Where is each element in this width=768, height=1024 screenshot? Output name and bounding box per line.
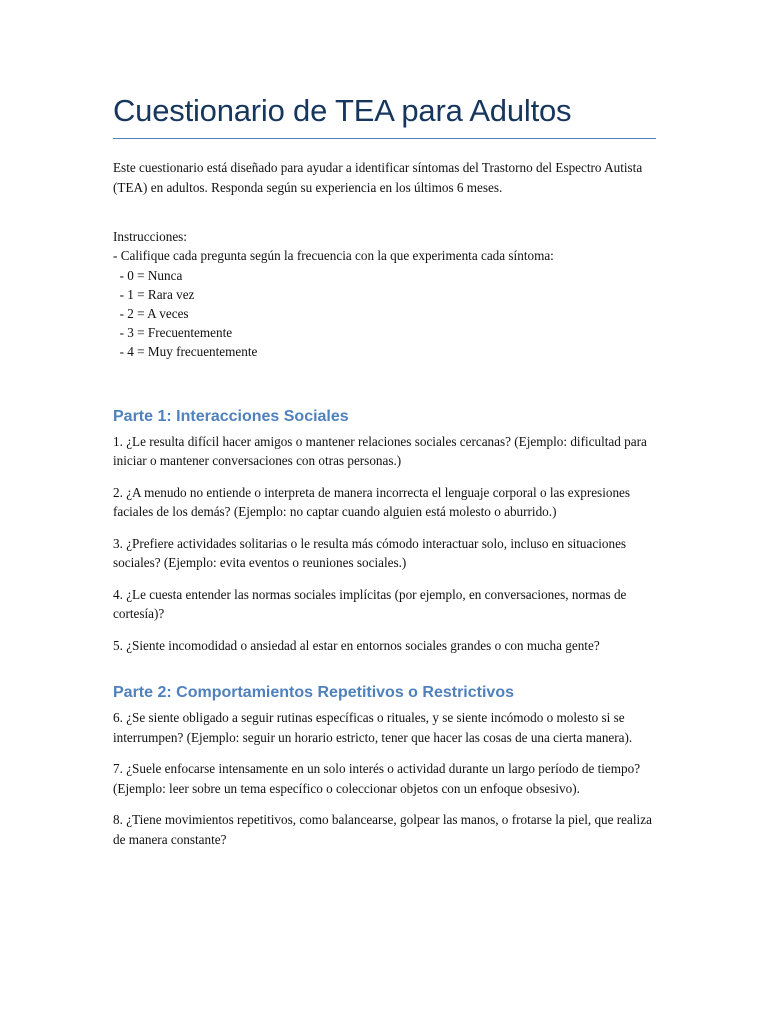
question-7: 7. ¿Suele enfocarse intensamente en un solo interés o actividad durante un largo período de tiempo? (Ejemplo: leer sobre un tema específico o coleccionar objetos con un enfoque obsesivo).	[113, 761, 641, 796]
section-heading: Parte 1: Interacciones Sociales	[113, 407, 349, 425]
scale-item-3: - 3 = Frecuentemente	[113, 325, 233, 341]
document-title: Cuestionario de TEA para Adultos	[113, 92, 656, 139]
section-repetitive-behaviors	[113, 683, 656, 849]
question-5: 5. ¿Siente incomodidad o ansiedad al estar en entornos sociales grandes o con mucha gente?	[113, 637, 600, 653]
question-4: 4. ¿Le cuesta entender las normas sociales implícitas (por ejemplo, en conversaciones, normas de cortesía)?	[113, 586, 627, 622]
intro-paragraph: Este cuestionario está diseñado para ayudar a identificar síntomas del Trastorno del Espectro Autista (TEA) en adultos. Responda según su experiencia en los últimos 6 meses.	[113, 160, 643, 195]
question-8: 8. ¿Tiene movimientos repetitivos, como balancearse, golpear las manos, o frotarse la piel, que realiza de manera constante?	[113, 812, 652, 847]
document-page	[113, 92, 656, 849]
instructions-block	[113, 227, 656, 361]
question-6: 6. ¿Se siente obligado a seguir rutinas específicas o rituales, y se siente incómodo o molesto si se interrumpen? (Ejemplo: seguir un horario estricto, tener que hacer las cosas de una cierta manera).	[113, 710, 633, 745]
instructions-lead: - Califique cada pregunta según la frecuencia con la que experimenta cada síntoma:	[113, 248, 554, 264]
question-2: 2. ¿A menudo no entiende o interpreta de manera incorrecta el lenguaje corporal o las expresiones faciales de los demás? (Ejemplo: no captar cuando alguien está molesto o aburrido.)	[113, 484, 631, 520]
section-heading: Parte 2: Comportamientos Repetitivos o Restrictivos	[113, 684, 514, 702]
scale-item-0: - 0 = Nunca	[113, 267, 183, 283]
scale-item-4: - 4 = Muy frecuentemente	[113, 344, 258, 360]
section-social-interactions	[113, 407, 656, 656]
instructions-heading: Instrucciones:	[113, 229, 187, 245]
scale-item-1: - 1 = Rara vez	[113, 286, 195, 302]
question-1: 1. ¿Le resulta difícil hacer amigos o mantener relaciones sociales cercanas? (Ejemplo: dificultad para iniciar o mantener conversaciones con otras personas.)	[113, 433, 647, 469]
scale-item-2: - 2 = A veces	[113, 306, 189, 321]
question-3: 3. ¿Prefiere actividades solitarias o le resulta más cómodo interactuar solo, incluso en situaciones sociales? (Ejemplo: evita eventos o reuniones sociales.)	[113, 535, 627, 571]
